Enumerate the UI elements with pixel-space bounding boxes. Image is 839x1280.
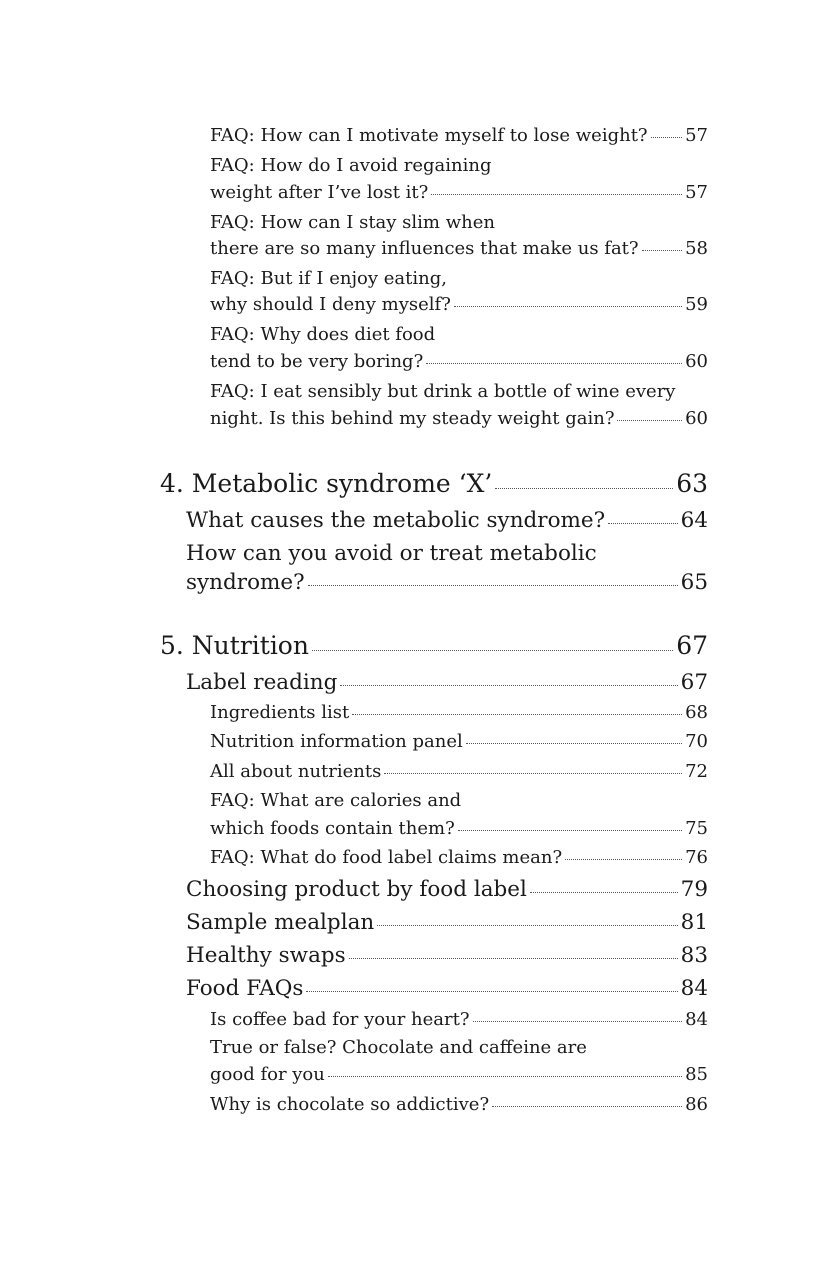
toc-page-number: 64 bbox=[680, 508, 708, 533]
dot-leader bbox=[466, 743, 682, 744]
dot-leader bbox=[565, 859, 682, 860]
dot-leader bbox=[492, 1106, 682, 1107]
toc-chapter-title: 4. Metabolic syndrome ‘X’ bbox=[160, 469, 493, 498]
toc-entry-chocolate-caffeine[interactable] bbox=[210, 1064, 708, 1085]
dot-leader bbox=[349, 958, 678, 959]
dot-leader bbox=[384, 773, 682, 774]
toc-entry-healthy-swaps[interactable] bbox=[186, 943, 708, 968]
toc-entry-faq-diet-food[interactable] bbox=[210, 351, 708, 372]
toc-page-number: 67 bbox=[676, 631, 708, 660]
toc-page-number: 85 bbox=[685, 1064, 708, 1085]
toc-entry-nutrition-panel[interactable] bbox=[210, 731, 708, 752]
toc-page-number: 60 bbox=[685, 408, 708, 429]
dot-leader bbox=[312, 650, 673, 651]
toc-entry-faq-motivate[interactable] bbox=[210, 125, 708, 146]
toc-entry-label: night. Is this behind my steady weight gain? bbox=[210, 408, 615, 429]
toc-entry-label: FAQ: How can I motivate myself to lose weight? bbox=[210, 125, 648, 146]
toc-entry-coffee[interactable] bbox=[210, 1009, 708, 1030]
dot-leader bbox=[651, 137, 683, 138]
toc-entry-line1: FAQ: I eat sensibly but drink a bottle of wine every bbox=[210, 381, 676, 402]
toc-entry-label: syndrome? bbox=[186, 570, 305, 595]
toc-entry-label: tend to be very boring? bbox=[210, 351, 424, 372]
toc-entry-label: Ingredients list bbox=[210, 702, 350, 723]
toc-page-number: 81 bbox=[680, 910, 708, 935]
toc-entry-faq-regain[interactable] bbox=[210, 182, 708, 203]
toc-page-number: 57 bbox=[685, 182, 708, 203]
toc-entry-line1: How can you avoid or treat metabolic bbox=[186, 541, 597, 566]
toc-page-number: 67 bbox=[680, 670, 708, 695]
toc-entry-line1: True or false? Chocolate and caffeine are bbox=[210, 1037, 587, 1058]
toc-entry-nutrients[interactable] bbox=[210, 761, 708, 782]
toc-entry-label: why should I deny myself? bbox=[210, 294, 451, 315]
toc-page-number: 84 bbox=[685, 1009, 708, 1030]
toc-entry-ch4-avoid[interactable] bbox=[186, 570, 708, 595]
dot-leader bbox=[426, 363, 682, 364]
toc-entry-label-claims[interactable] bbox=[210, 847, 708, 868]
toc-entry-line1: FAQ: How can I stay slim when bbox=[210, 212, 495, 233]
dot-leader bbox=[473, 1021, 683, 1022]
dot-leader bbox=[495, 488, 673, 489]
dot-leader bbox=[617, 420, 682, 421]
toc-entry-label: Sample mealplan bbox=[186, 910, 375, 935]
dot-leader bbox=[530, 892, 678, 893]
dot-leader bbox=[377, 925, 677, 926]
toc-page-number: 60 bbox=[685, 351, 708, 372]
toc-entry-label: weight after I’ve lost it? bbox=[210, 182, 429, 203]
toc-page-number: 84 bbox=[680, 976, 708, 1001]
toc-page-number: 86 bbox=[685, 1094, 708, 1115]
toc-entry-label: Food FAQs bbox=[186, 976, 304, 1001]
toc-entry-line1: FAQ: How do I avoid regaining bbox=[210, 155, 492, 176]
toc-entry-line1: FAQ: But if I enjoy eating, bbox=[210, 268, 447, 289]
toc-entry-faq-slim[interactable] bbox=[210, 238, 708, 259]
toc-page-number: 70 bbox=[685, 731, 708, 752]
toc-entry-label-reading[interactable] bbox=[186, 670, 708, 695]
toc-entry-ingredients[interactable] bbox=[210, 702, 708, 723]
toc-chapter-5[interactable] bbox=[160, 631, 708, 660]
toc-page-number: 75 bbox=[685, 818, 708, 839]
toc-entry-label: Why is chocolate so addictive? bbox=[210, 1094, 490, 1115]
dot-leader bbox=[340, 685, 677, 686]
toc-entry-line1: FAQ: What are calories and bbox=[210, 790, 462, 811]
toc-entry-label: What causes the metabolic syndrome? bbox=[186, 508, 606, 533]
toc-page-number: 63 bbox=[676, 469, 708, 498]
toc-entry-label: Choosing product by food label bbox=[186, 877, 527, 902]
toc-page-number: 58 bbox=[685, 238, 708, 259]
toc-page-number: 76 bbox=[685, 847, 708, 868]
toc-entry-label: good for you bbox=[210, 1064, 325, 1085]
toc-entry-faq-enjoy[interactable] bbox=[210, 294, 708, 315]
dot-leader bbox=[431, 194, 682, 195]
toc-entry-label: Nutrition information panel bbox=[210, 731, 463, 752]
toc-entry-label: All about nutrients bbox=[210, 761, 382, 782]
dot-leader bbox=[458, 830, 682, 831]
dot-leader bbox=[642, 250, 683, 251]
toc-page-number: 72 bbox=[685, 761, 708, 782]
toc-page-number: 79 bbox=[680, 877, 708, 902]
toc-entry-label: Is coffee bad for your heart? bbox=[210, 1009, 470, 1030]
toc-entry-sample-mealplan[interactable] bbox=[186, 910, 708, 935]
toc-entry-choosing-product[interactable] bbox=[186, 877, 708, 902]
toc-entry-label: Label reading bbox=[186, 670, 338, 695]
toc-page-number: 83 bbox=[680, 943, 708, 968]
toc-entry-label: FAQ: What do food label claims mean? bbox=[210, 847, 563, 868]
toc-page-number: 57 bbox=[685, 125, 708, 146]
dot-leader bbox=[328, 1076, 682, 1077]
dot-leader bbox=[454, 306, 682, 307]
toc-entry-calories[interactable] bbox=[210, 818, 708, 839]
dot-leader bbox=[306, 991, 677, 992]
toc-entry-label: which foods contain them? bbox=[210, 818, 455, 839]
dot-leader bbox=[352, 714, 682, 715]
toc-entry-chocolate-addictive[interactable] bbox=[210, 1094, 708, 1115]
toc-entry-faq-wine[interactable] bbox=[210, 408, 708, 429]
toc-chapter-4[interactable] bbox=[160, 469, 708, 498]
toc-entry-ch4-causes[interactable] bbox=[186, 508, 708, 533]
dot-leader bbox=[608, 523, 677, 524]
toc-chapter-title: 5. Nutrition bbox=[160, 631, 309, 660]
toc-page-number: 65 bbox=[680, 570, 708, 595]
dot-leader bbox=[308, 585, 678, 586]
toc-page-number: 59 bbox=[685, 294, 708, 315]
toc-entry-label: there are so many influences that make us fat? bbox=[210, 238, 639, 259]
toc-page-number: 68 bbox=[685, 702, 708, 723]
toc-entry-food-faqs[interactable] bbox=[186, 976, 708, 1001]
toc-entry-label: Healthy swaps bbox=[186, 943, 346, 968]
toc-entry-line1: FAQ: Why does diet food bbox=[210, 324, 436, 345]
